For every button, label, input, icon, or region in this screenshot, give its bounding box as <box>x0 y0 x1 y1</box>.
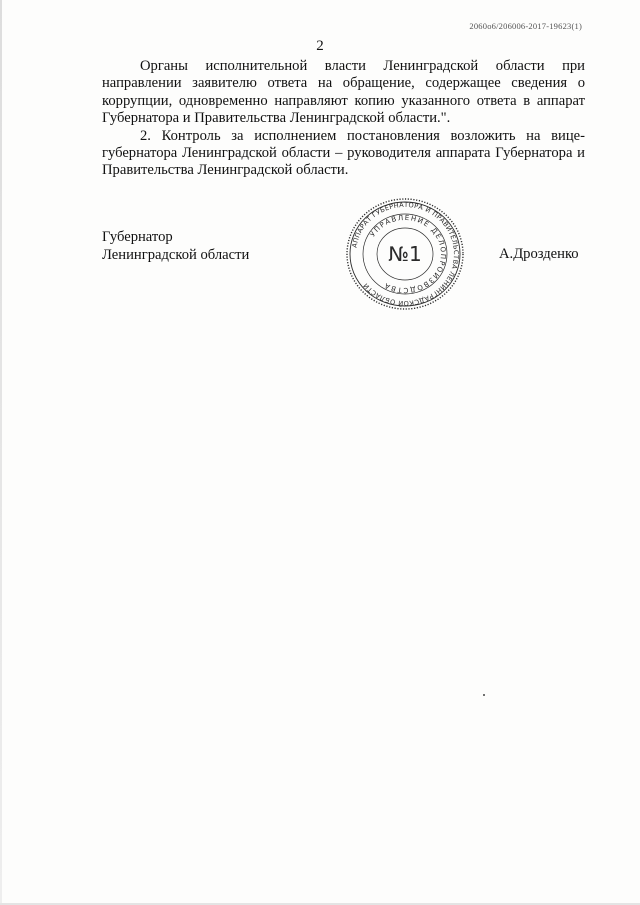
seal-outer-text: АППАРАТ ГУБЕРНАТОРА И ПРАВИТЕЛЬСТВА ЛЕНИНГРАДСКОЙ ОБЛАСТИ <box>350 200 461 308</box>
seal-stamp-icon <box>340 195 470 313</box>
signatory-title-line1: Губернатор <box>102 229 173 245</box>
seal-center-text: №1 <box>388 242 422 266</box>
speck-mark <box>483 694 485 696</box>
document-id: 2060o6/206006-2017-19623(1) <box>469 21 582 31</box>
page-number: 2 <box>316 38 324 54</box>
paragraph-2: 2. Контроль за исполнением постановления возложить на вице-губернатора Ленинградской области – руководителя аппарата Губернатора и Правительства Ленинградской области. <box>102 127 585 179</box>
signatory-title-line2: Ленинградской области <box>102 246 250 263</box>
signatory-name: А.Дрозденко <box>499 246 579 262</box>
signatory-title <box>102 229 249 264</box>
scan-edge-left <box>0 0 2 905</box>
seal-inner-text: УПРАВЛЕНИЕ ДЕЛОПРОИЗВОДСТВА <box>368 213 448 295</box>
paragraph-1: Органы исполнительной власти Ленинградской области при направлении заявителю ответа на обращение, содержащее сведения о коррупции, одновременно направляют копию указанного ответа в аппарат Губернатора и Правительства Ленинградской области.". <box>102 58 585 127</box>
body-text <box>102 58 585 180</box>
official-seal <box>340 195 470 313</box>
